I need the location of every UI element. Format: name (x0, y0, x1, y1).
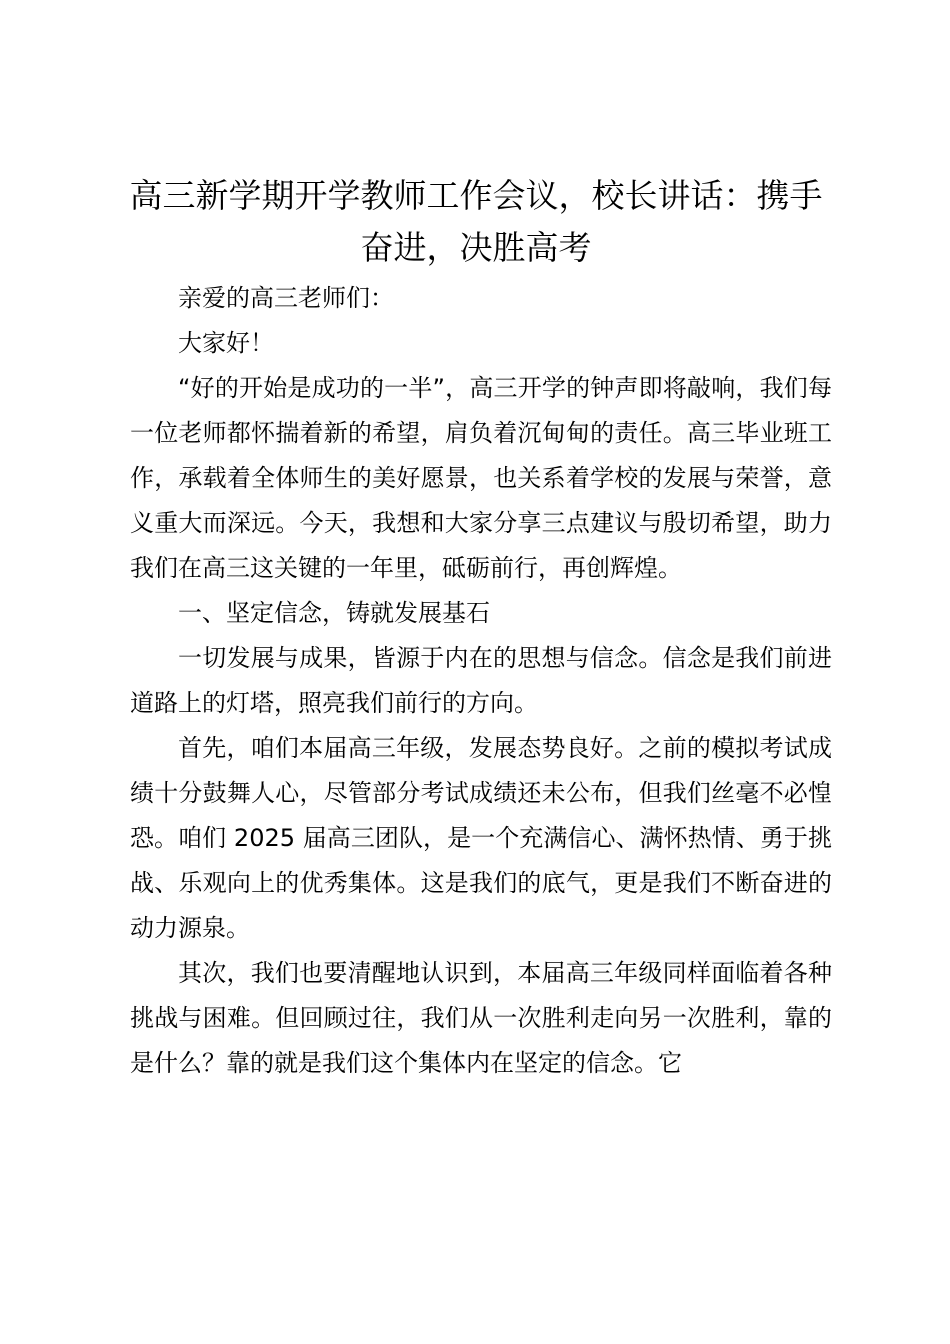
intro-paragraph: “好的开始是成功的一半”，高三开学的钟声即将敲响，我们每一位老师都怀揣着新的希望，肩负着沉甸甸的责任。高三毕业班工作，承载着全体师生的美好愿景，也关系着学校的发展与荣誉，意义重大而深远。今天，我想和大家分享三点建议与殷切希望，助力我们在高三这关键的一年里，砥砺前行，再创辉煌。 (130, 374, 832, 582)
document-body (130, 276, 832, 1086)
section-heading-1: 一、坚定信念，铸就发展基石 (178, 599, 490, 627)
salutation: 亲爱的高三老师们： (178, 284, 394, 312)
greeting: 大家好！ (178, 329, 274, 357)
body-paragraph: 首先，咱们本届高三年级，发展态势良好。之前的模拟考试成绩十分鼓舞人心，尽管部分考试成绩还未公布，但我们丝毫不必惶恐。咱们 2025 届高三团队，是一个充满信心、满怀热情、勇于挑战、乐观向上的优秀集体。这是我们的底气，更是我们不断奋进的动力源泉。 (130, 734, 832, 942)
document-title: 高三新学期开学教师工作会议，校长讲话：携手奋进，决胜高考 (129, 176, 823, 267)
body-paragraph: 其次，我们也要清醒地认识到，本届高三年级同样面临着各种挑战与困难。但回顾过往，我们从一次胜利走向另一次胜利，靠的是什么？靠的就是我们这个集体内在坚定的信念。它 (130, 959, 832, 1077)
body-paragraph: 一切发展与成果，皆源于内在的思想与信念。信念是我们前进道路上的灯塔，照亮我们前行的方向。 (130, 644, 832, 717)
